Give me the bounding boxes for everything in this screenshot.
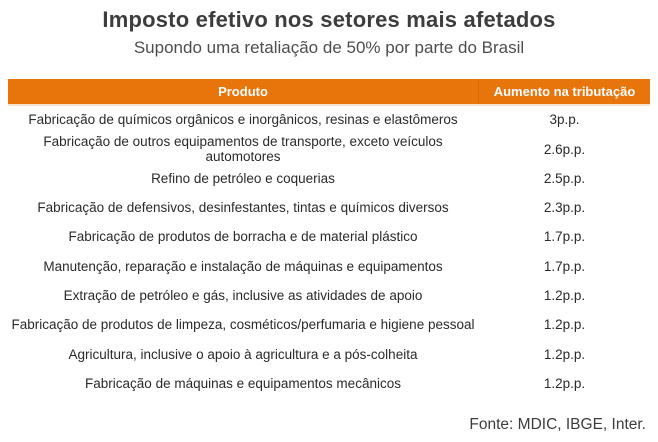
table-row: [8, 223, 650, 252]
cell-produto: Fabricação de outros equipamentos de transporte, exceto veículos automotores: [43, 134, 443, 164]
cell-produto: Fabricação de químicos orgânicos e inorgânicos, resinas e elastômeros: [28, 112, 458, 128]
table-row: [8, 370, 650, 399]
cell-produto: Manutenção, reparação e instalação de máquinas e equipamentos: [43, 258, 443, 274]
cell-aumento: 1.7p.p.: [543, 258, 586, 274]
table-row: [8, 311, 650, 340]
cell-produto: Extração de petróleo e gás, inclusive as atividades de apoio: [63, 288, 423, 303]
cell-aumento: 1.2p.p.: [543, 317, 586, 333]
cell-aumento: 2.6p.p.: [543, 141, 586, 157]
table-header-row: [8, 79, 650, 106]
cell-aumento: 2.5p.p.: [543, 170, 586, 186]
cell-produto: Fabricação de produtos de borracha e de material plástico: [68, 229, 418, 245]
cell-aumento: 3p.p.: [549, 112, 580, 128]
cell-aumento: 1.2p.p.: [543, 375, 586, 391]
cell-produto: Fabricação de máquinas e equipamentos mecânicos: [85, 375, 401, 391]
table-body: [8, 106, 650, 399]
cell-produto: Fabricação de defensivos, desinfestantes, tintas e químicos diversos: [37, 200, 449, 216]
table-row: [8, 252, 650, 281]
cell-produto: Agricultura, inclusive o apoio à agricultura e a pós-colheita: [68, 346, 418, 362]
cell-aumento: 1.2p.p.: [543, 288, 586, 303]
column-header-aumento: Aumento na tributação: [493, 84, 636, 99]
cell-produto: Refino de petróleo e coquerias: [151, 170, 335, 186]
column-header-produto: Produto: [218, 84, 268, 99]
page-title: Imposto efetivo nos setores mais afetados: [102, 7, 556, 32]
cell-aumento: 1.7p.p.: [543, 229, 586, 245]
table-row: [8, 165, 650, 194]
page-subtitle: Supondo uma retaliação de 50% por parte do Brasil: [133, 38, 525, 57]
sectors-table: [8, 79, 650, 399]
source-note: Fonte: MDIC, IBGE, Inter.: [469, 416, 646, 433]
cell-produto: Fabricação de produtos de limpeza, cosméticos/perfumaria e higiene pessoal: [11, 317, 475, 333]
table-row: [8, 340, 650, 369]
cell-aumento: 2.3p.p.: [543, 200, 586, 216]
table-row: [8, 194, 650, 223]
table-row: [8, 282, 650, 311]
cell-aumento: 1.2p.p.: [543, 346, 586, 362]
table-row: [8, 135, 650, 164]
table-row: [8, 106, 650, 135]
